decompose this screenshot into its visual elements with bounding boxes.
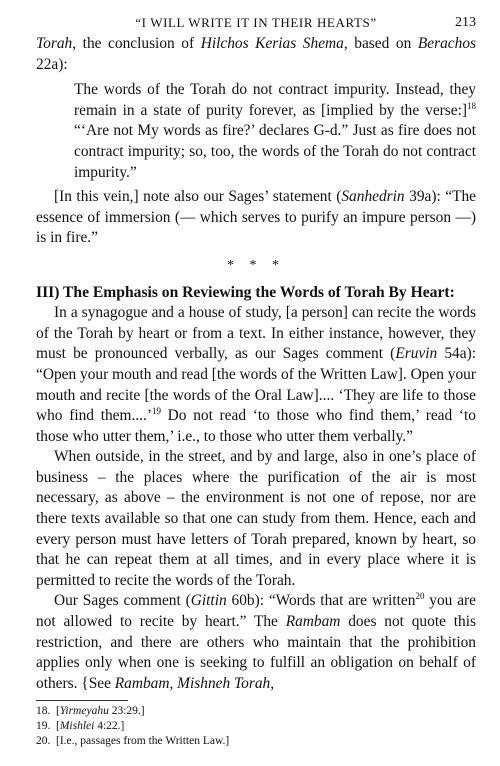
section-divider-stars: * * *: [227, 257, 285, 273]
paragraph-synagogue: In a synagogue and a house of study, [a person] can recite the words of the Torah by heart or from a text. In either instance, however, they must be pronounced verbally, as our Sages comment (Eruvin 54a): “Open your mouth and read [the words of the Written Law]. Open your mouth and recite [the words of the Oral Law].... ‘They are life to those who find them....’$^{19}$ Do not read ‘to those who find them,’ read ‘to those who utter them,’ i.e., to those who utter them verbally.”: [36, 304, 476, 445]
paragraph-intro: Torah, the conclusion of Hilchos Kerias Shema, based on Berachos 22a):: [36, 35, 477, 73]
page-number: 213: [455, 15, 476, 30]
section-heading: III) The Emphasis on Reviewing the Words of Torah By Heart:: [36, 283, 455, 301]
paragraph-outside: When outside, in the street, and by and large, also in one’s place of business – the places where the purification of the air is most necessary, as above – the environment is not one of repose, nor are there texts available so that one can study from them. Hence, each and every person must have letters of Torah prepared, known by heart, so that he can repeat them at all times, and in every place where it is permitted to recite the words of the Torah.: [36, 448, 476, 589]
footnotes: [36, 704, 476, 749]
running-title: “I WILL WRITE IT IN THEIR HEARTS”: [135, 15, 377, 30]
footnote-ref-20[interactable]: 20: [415, 591, 425, 602]
block-quote: The words of the Torah do not contract impurity. Instead, they remain in a state of purity forever, as [implied by the verse:]$^{18}$ “‘Are not My words as fire?’ declares G-d.” Just as fire does not contract impurity; so, too, the words of the Torah do not contract impurity.”: [74, 81, 476, 181]
running-header: [36, 12, 476, 34]
footnote-rule: [36, 700, 128, 701]
paragraph-sanhedrin: [In this vein,] note also our Sages’ statement (Sanhedrin 39a): “The essence of immersion (— which serves to purify an impure person —) is in fire.”: [36, 188, 476, 247]
footnote-19: 19. [Mishlei 4:22.]: [36, 720, 125, 733]
footnote-ref-19[interactable]: 19: [151, 405, 161, 416]
footnote-18: 18. [Yirmeyahu 23:29.]: [36, 705, 145, 718]
footnote-20: 20. [I.e., passages from the Written Law.]: [36, 735, 230, 748]
footnote-ref-18[interactable]: 18: [467, 100, 476, 111]
paragraph-gittin: Our Sages comment (Gittin 60b): “Words that are written$^{20}$ you are not allowed to recite by heart.” The Rambam does not quote this restriction, and there are others who maintain that the prohibition applies only when one is seeking to fulfill an obligation on behalf of others. {See Rambam, Mishneh Torah,: [36, 591, 476, 692]
